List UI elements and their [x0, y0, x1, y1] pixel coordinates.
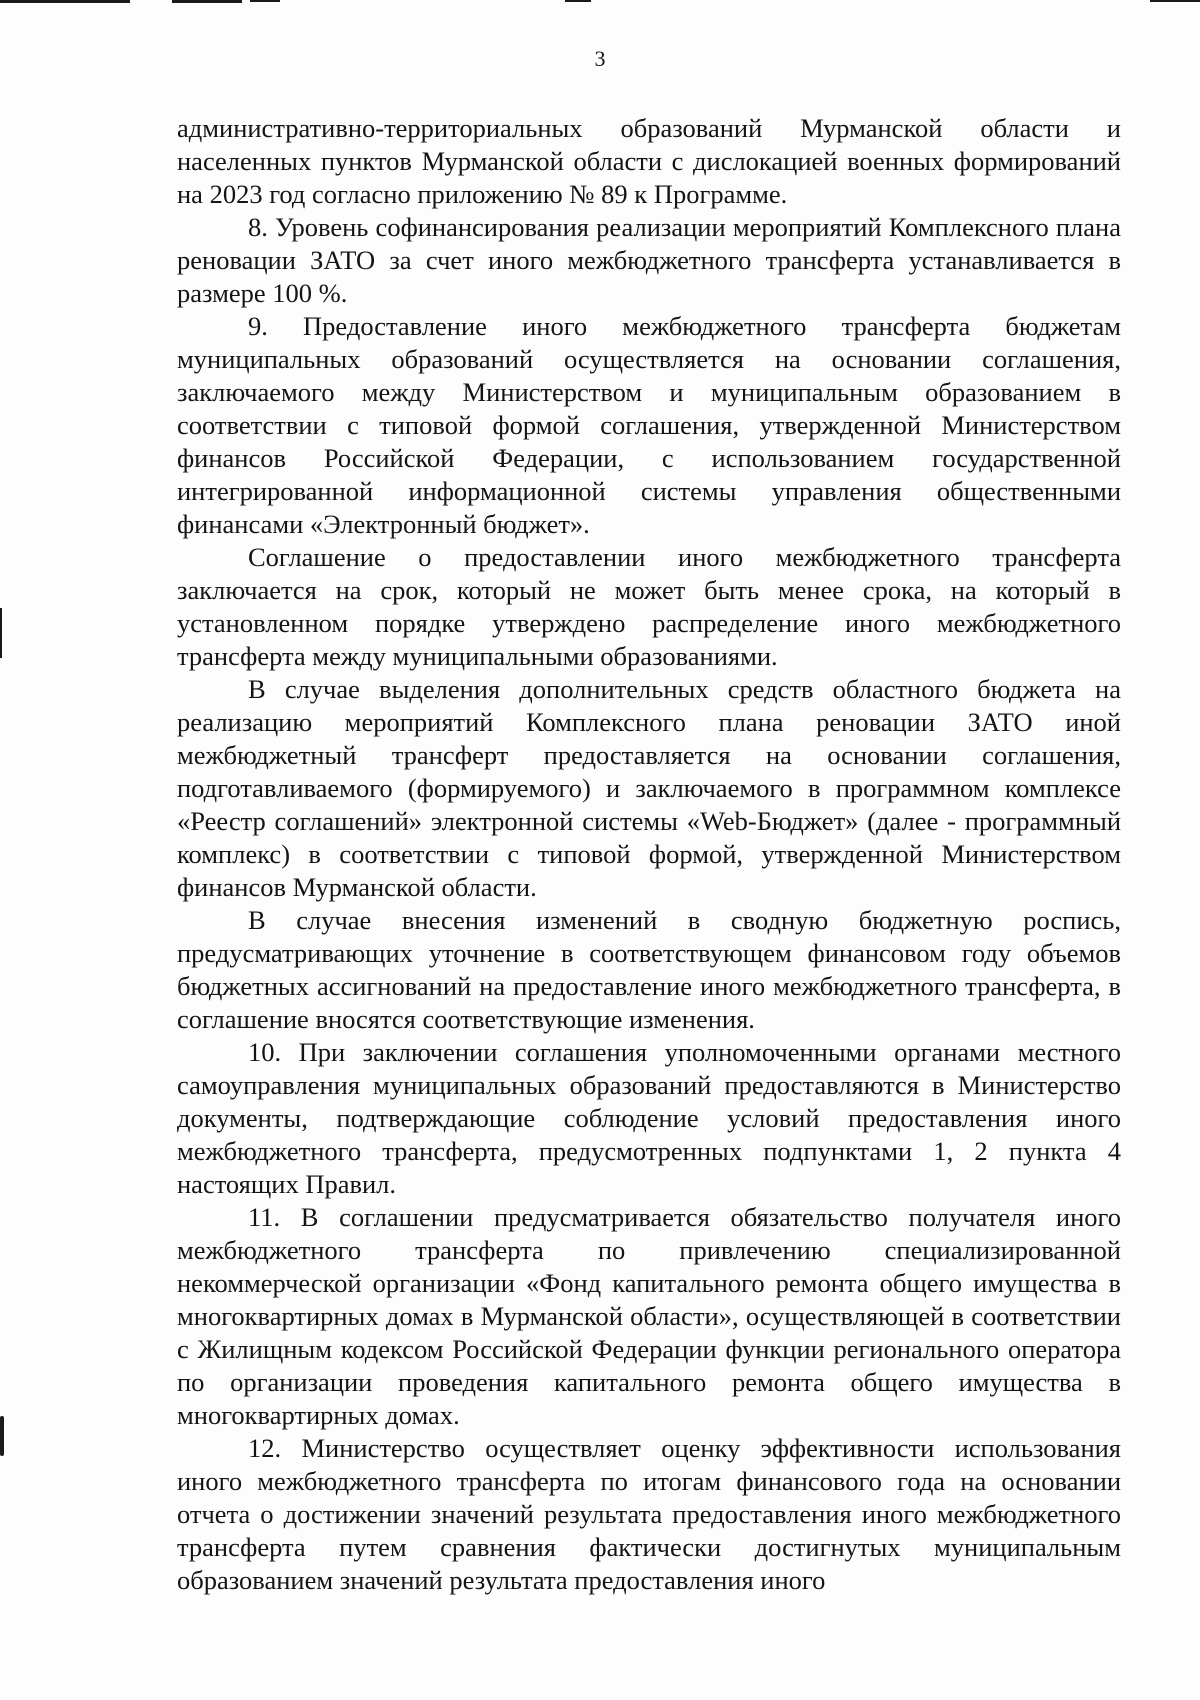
paragraph-agreement-term: Соглашение о предоставлении иного межбюджетного трансферта заключается на срок, который не может быть менее срока, на который в установленном порядке утверждено распределение иного межбюджетного трансферта между муниципальными образованиями. — [177, 542, 1121, 671]
scan-edge-mark — [565, 0, 591, 2]
scan-margin-mark — [0, 608, 2, 658]
paragraph-item-12: 12. Министерство осуществляет оценку эффективности использования иного межбюджетного трансферта по итогам финансового года на основании отчета о достижении значений результата предоставления иного межбюджетного трансферта путем сравнения фактически достигнутых муниципальным образованием значений результата предоставления иного — [177, 1433, 1121, 1595]
scan-edge-mark — [172, 0, 242, 3]
paragraph-item-10: 10. При заключении соглашения уполномоченными органами местного самоуправления муниципальных образований предоставляются в Министерство документы, подтверждающие соблюдение условий предоставления иного межбюджетного трансферта, предусмотренных подпунктами 1, 2 пункта 4 настоящих Правил. — [177, 1037, 1121, 1199]
paragraph-continuation: административно-территориальных образований Мурманской области и населенных пунктов Мурманской области с дислокацией военных формирований на 2023 год согласно приложению № 89 к Программе. — [177, 113, 1121, 209]
paragraph-additional-funds: В случае выделения дополнительных средств областного бюджета на реализацию мероприятий Комплексного плана реновации ЗАТО иной межбюджетный трансферт предоставляется на основании соглашения, подготавливаемого (формируемого) и заключаемого в программном комплексе «Реестр соглашений» электронной системы «Web-Бюджет» (далее - программный комплекс) в соответствии с типовой формой, утвержденной Министерством финансов Мурманской области. — [177, 674, 1121, 902]
scan-edge-mark — [1150, 0, 1200, 2]
scan-margin-mark — [0, 1416, 4, 1456]
page-number: 3 — [594, 46, 606, 71]
paragraph-item-8: 8. Уровень софинансирования реализации мероприятий Комплексного плана реновации ЗАТО за счет иного межбюджетного трансферта устанавливается в размере 100 %. — [177, 212, 1121, 308]
scan-edge-mark — [0, 0, 130, 3]
paragraph-item-11: 11. В соглашении предусматривается обязательство получателя иного межбюджетного трансферта по привлечению специализированной некоммерческой организации «Фонд капитального ремонта общего имущества в многоквартирных домах в Мурманской области», осуществляющей в соответствии с Жилищным кодексом Российской Федерации функции регионального оператора по организации проведения капитального ремонта общего имущества в многоквартирных домах. — [177, 1202, 1121, 1430]
paragraph-item-9: 9. Предоставление иного межбюджетного трансферта бюджетам муниципальных образований осуществляется на основании соглашения, заключаемого между Министерством и муниципальным образованием в соответствии с типовой формой соглашения, утвержденной Министерством финансов Российской Федерации, с использованием государственной интегрированной информационной системы управления общественными финансами «Электронный бюджет». — [177, 311, 1121, 539]
paragraph-budget-changes: В случае внесения изменений в сводную бюджетную роспись, предусматривающих уточнение в соответствующем финансовом году объемов бюджетных ассигнований на предоставление иного межбюджетного трансферта, в соглашение вносятся соответствующие изменения. — [177, 905, 1121, 1034]
document-body — [177, 112, 1121, 1597]
scan-edge-mark — [250, 0, 280, 2]
